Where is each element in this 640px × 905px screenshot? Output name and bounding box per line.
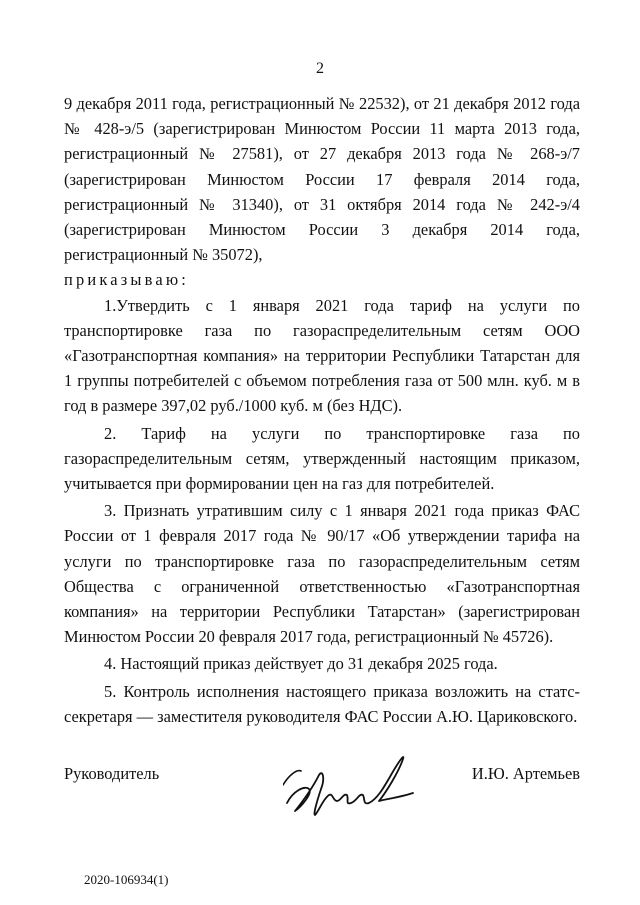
order-item-5: 5. Контроль исполнения настоящего приказа возложить на статс-секретаря — заместителя руководителя ФАС России А.Ю. Цариковского. [64,681,580,726]
order-item-4: 4. Настоящий приказ действует до 31 декабря 2025 года. [104,654,498,674]
position-title: Руководитель [64,764,160,783]
page-number: 2 [316,60,324,77]
document-code: 2020-106934(1) [84,872,169,887]
order-word: приказываю: [64,270,190,290]
order-item-1: 1.Утвердить с 1 января 2021 года тариф на услуги по транспортировке газа по газораспределительным сетям ООО «Газотранспортная компания» на территории Республики Татарстан для 1 группы потребителей с объемом потребления газа от 500 млн. куб. м в год в размере 397,02 руб./1000 куб. м (без НДС). [64,295,580,416]
intro-paragraph: 9 декабря 2011 года, регистрационный № 22532), от 21 декабря 2012 года № 428-э/5 (зарегистрирован Минюстом России 11 марта 2013 года, регистрационный № 27581), от 27 декабря 2013 года № 268-э/7 (зарегистрирован Минюстом России 17 февраля 2014 года, регистрационный № 31340), от 31 октября 2014 года № 242-э/4 (зарегистрирован Минюстом России 3 декабря 2014 года, регистрационный № 35072), [64,94,580,265]
signatory-name: И.Ю. Артемьев [471,764,580,783]
handwritten-signature [283,745,443,825]
order-item-2: 2. Тариф на услуги по транспортировке газа по газораспределительным сетям, утвержденный настоящим приказом, учитывается при формировании цен на газ для потребителей. [64,423,580,494]
document-body [64,91,580,729]
order-item-3: 3. Признать утратившим силу с 1 января 2021 года приказ ФАС России от 1 февраля 2017 года № 90/17 «Об утверждении тарифа на услуги по транспортировке газа по газораспределительным сетям Общества с ограниченной ответственностью «Газотранспортная компания» на территории Республики Татарстан» (зарегистрирован Минюстом России 20 февраля 2017 года, регистрационный № 45726). [64,501,580,647]
